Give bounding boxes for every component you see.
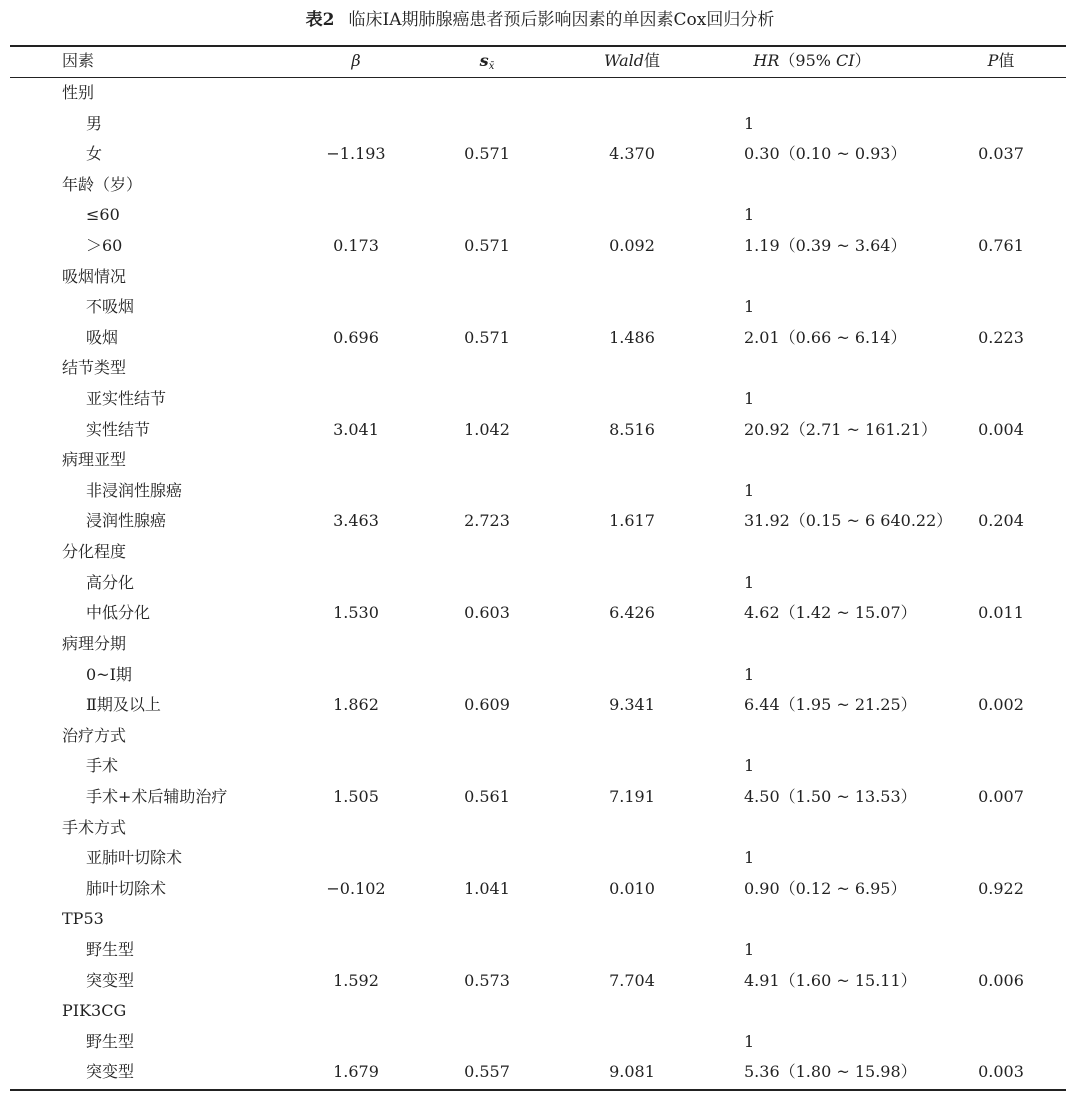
header-p xyxy=(988,51,1015,71)
wald-cell: 9.341 xyxy=(609,695,655,715)
hr-cell: 1 xyxy=(744,664,755,684)
table-row xyxy=(0,568,1080,598)
factor-cell: 实性结节 xyxy=(86,419,151,439)
hr-cell: 1 xyxy=(744,297,755,317)
factor-cell: 治疗方式 xyxy=(62,725,127,745)
table-row xyxy=(0,200,1080,230)
table-row xyxy=(0,139,1080,169)
table-row xyxy=(0,843,1080,873)
factor-cell: 男 xyxy=(86,113,103,133)
table-row xyxy=(0,415,1080,445)
factor-cell: 浸润性腺癌 xyxy=(86,511,167,531)
header-hr-end: ） xyxy=(854,51,871,70)
table-row xyxy=(0,751,1080,781)
header-wald xyxy=(604,51,660,71)
wald-cell: 0.010 xyxy=(609,878,655,898)
header-hr xyxy=(753,51,870,71)
header-hr-italic: HR xyxy=(753,51,780,70)
beta-cell: 1.592 xyxy=(333,970,379,990)
wald-cell: 6.426 xyxy=(609,603,655,623)
se-cell: 1.041 xyxy=(464,878,510,898)
beta-cell: 1.862 xyxy=(333,695,379,715)
hr-cell: 1 xyxy=(744,939,755,959)
header-wald-suffix: 值 xyxy=(643,51,660,70)
hr-cell: 1 xyxy=(744,848,755,868)
hr-cell: 4.50（1.50 ~ 13.53） xyxy=(744,786,917,806)
group-row xyxy=(0,813,1080,843)
factor-cell: 吸烟 xyxy=(86,327,119,347)
header-beta: β xyxy=(351,51,361,70)
factor-cell: PIK3CG xyxy=(62,1001,127,1021)
group-row xyxy=(0,445,1080,475)
header-se-subscript: x̄ xyxy=(488,61,495,72)
factor-cell: 亚实性结节 xyxy=(86,389,167,409)
hr-cell: 0.90（0.12 ~ 6.95） xyxy=(744,878,907,898)
hr-cell: 0.30（0.10 ~ 0.93） xyxy=(744,144,907,164)
table-header xyxy=(0,46,1080,77)
group-row xyxy=(0,170,1080,200)
group-row xyxy=(0,996,1080,1026)
hr-cell: 4.91（1.60 ~ 15.11） xyxy=(744,970,917,990)
table-body xyxy=(0,78,1080,1088)
se-cell: 2.723 xyxy=(464,511,510,531)
wald-cell: 0.092 xyxy=(609,236,655,256)
header-se xyxy=(480,51,495,77)
hr-cell: 4.62（1.42 ~ 15.07） xyxy=(744,603,917,623)
factor-cell: 病理亚型 xyxy=(62,450,127,470)
p-value-cell: 0.223 xyxy=(978,327,1024,347)
factor-cell: 性别 xyxy=(62,83,95,102)
hr-cell: 2.01（0.66 ~ 6.14） xyxy=(744,327,907,347)
hr-cell: 1 xyxy=(744,572,755,592)
group-row xyxy=(0,537,1080,567)
factor-cell: 吸烟情况 xyxy=(62,266,127,286)
table-row xyxy=(0,323,1080,353)
group-row xyxy=(0,904,1080,934)
factor-cell: 中低分化 xyxy=(86,603,151,623)
se-cell: 0.603 xyxy=(464,603,510,623)
hr-cell: 1 xyxy=(744,389,755,409)
factor-cell: 不吸烟 xyxy=(86,297,135,317)
hr-cell: 1 xyxy=(744,113,755,133)
factor-cell: TP53 xyxy=(62,909,104,929)
factor-cell: 病理分期 xyxy=(62,633,127,653)
table-row xyxy=(0,1057,1080,1087)
table-row xyxy=(0,966,1080,996)
factor-cell: 年龄（岁） xyxy=(62,174,143,194)
p-value-cell: 0.002 xyxy=(978,695,1024,715)
beta-cell: 0.696 xyxy=(333,327,379,347)
p-value-cell: 0.011 xyxy=(978,603,1024,623)
se-cell: 0.571 xyxy=(464,236,510,256)
header-se-main: s xyxy=(479,51,489,70)
beta-cell: −0.102 xyxy=(326,878,386,898)
header-hr-ci: CI xyxy=(836,51,855,70)
factor-cell: ≤60 xyxy=(86,205,120,225)
factor-cell: Ⅱ期及以上 xyxy=(86,695,161,715)
wald-cell: 4.370 xyxy=(609,144,655,164)
se-cell: 0.609 xyxy=(464,695,510,715)
beta-cell: −1.193 xyxy=(326,144,386,164)
factor-cell: 肺叶切除术 xyxy=(86,878,167,898)
table-row xyxy=(0,935,1080,965)
group-row xyxy=(0,629,1080,659)
beta-cell: 1.530 xyxy=(333,603,379,623)
hr-cell: 31.92（0.15 ~ 6 640.22） xyxy=(744,511,953,531)
hr-cell: 1 xyxy=(744,205,755,225)
p-value-cell: 0.003 xyxy=(978,1062,1024,1082)
bottom-rule xyxy=(10,1089,1066,1091)
p-value-cell: 0.006 xyxy=(978,970,1024,990)
wald-cell: 7.191 xyxy=(609,786,655,806)
beta-cell: 0.173 xyxy=(333,236,379,256)
wald-cell: 9.081 xyxy=(609,1062,655,1082)
wald-cell: 8.516 xyxy=(609,419,655,439)
factor-cell: 野生型 xyxy=(86,1031,135,1051)
table-row xyxy=(0,292,1080,322)
hr-cell: 20.92（2.71 ~ 161.21） xyxy=(744,419,937,439)
beta-cell: 1.505 xyxy=(333,786,379,806)
header-wald-italic: Wald xyxy=(604,51,644,70)
se-cell: 0.561 xyxy=(464,786,510,806)
table-row xyxy=(0,506,1080,536)
header-factor: 因素 xyxy=(62,51,95,70)
table-row xyxy=(0,782,1080,812)
p-value-cell: 0.004 xyxy=(978,419,1024,439)
hr-cell: 1 xyxy=(744,756,755,776)
wald-cell: 7.704 xyxy=(609,970,655,990)
beta-cell: 1.679 xyxy=(333,1062,379,1082)
factor-cell: 亚肺叶切除术 xyxy=(86,848,183,868)
factor-cell: 分化程度 xyxy=(62,542,127,562)
factor-cell: 野生型 xyxy=(86,939,135,959)
table-row xyxy=(0,231,1080,261)
se-cell: 0.571 xyxy=(464,144,510,164)
table-caption xyxy=(0,8,1080,32)
table-row xyxy=(0,1027,1080,1057)
group-row xyxy=(0,262,1080,292)
factor-cell: 突变型 xyxy=(86,970,135,990)
table-row xyxy=(0,476,1080,506)
factor-cell: 非浸润性腺癌 xyxy=(86,480,183,500)
beta-cell: 3.041 xyxy=(333,419,379,439)
table-row xyxy=(0,384,1080,414)
factor-cell: 结节类型 xyxy=(62,358,127,378)
p-value-cell: 0.037 xyxy=(978,144,1024,164)
factor-cell: 手术 xyxy=(86,756,119,776)
table-row xyxy=(0,874,1080,904)
table-row xyxy=(0,690,1080,720)
wald-cell: 1.486 xyxy=(609,327,655,347)
header-p-suffix: 值 xyxy=(998,51,1015,70)
p-value-cell: 0.204 xyxy=(978,511,1024,531)
hr-cell: 6.44（1.95 ~ 21.25） xyxy=(744,695,917,715)
p-value-cell: 0.922 xyxy=(978,878,1024,898)
table-title: 临床ⅠA期肺腺癌患者预后影响因素的单因素Cox回归分析 xyxy=(348,10,775,30)
header-hr-mid: （95% xyxy=(779,51,837,70)
table-number: 表2 xyxy=(305,10,335,30)
table-row xyxy=(0,598,1080,628)
table-row xyxy=(0,660,1080,690)
hr-cell: 1.19（0.39 ~ 3.64） xyxy=(744,236,907,256)
factor-cell: 手术方式 xyxy=(62,817,127,837)
p-value-cell: 0.761 xyxy=(978,236,1024,256)
se-cell: 0.571 xyxy=(464,327,510,347)
factor-cell: 女 xyxy=(86,144,103,164)
beta-cell: 3.463 xyxy=(333,511,379,531)
se-cell: 1.042 xyxy=(464,419,510,439)
factor-cell: 高分化 xyxy=(86,572,135,592)
se-cell: 0.557 xyxy=(464,1062,510,1082)
factor-cell: 手术+术后辅助治疗 xyxy=(86,786,228,806)
factor-cell: ＞60 xyxy=(86,236,123,256)
wald-cell: 1.617 xyxy=(609,511,655,531)
se-cell: 0.573 xyxy=(464,970,510,990)
factor-cell: 0~Ⅰ期 xyxy=(86,664,132,684)
p-value-cell: 0.007 xyxy=(978,786,1024,806)
group-row xyxy=(0,78,1080,108)
header-p-italic: P xyxy=(987,51,999,70)
hr-cell: 1 xyxy=(744,480,755,500)
hr-cell: 5.36（1.80 ~ 15.98） xyxy=(744,1062,917,1082)
group-row xyxy=(0,353,1080,383)
hr-cell: 1 xyxy=(744,1031,755,1051)
factor-cell: 突变型 xyxy=(86,1062,135,1082)
group-row xyxy=(0,721,1080,751)
table-row xyxy=(0,109,1080,139)
